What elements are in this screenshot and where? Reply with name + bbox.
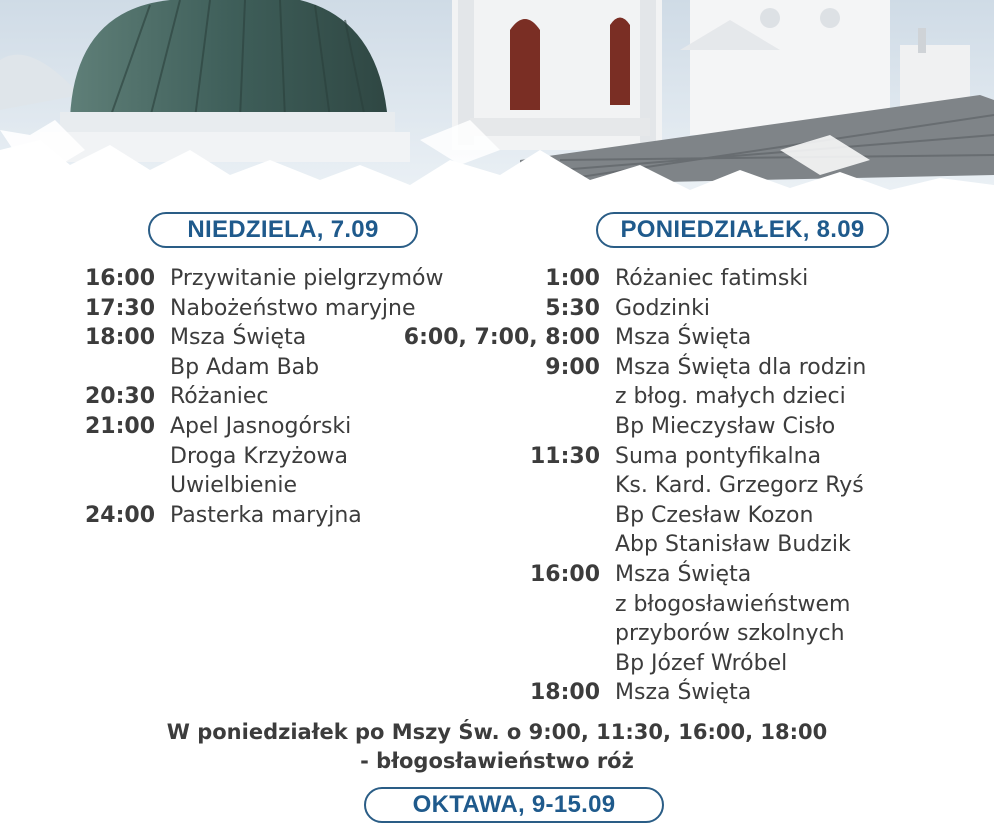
event-details	[170, 294, 416, 324]
event-time: 20:30	[84, 384, 155, 410]
event-line: Ks. Kard. Grzegorz Ryś	[615, 473, 864, 499]
schedule-row	[40, 294, 443, 324]
event-line: Droga Krzyżowa	[170, 443, 348, 469]
event-time: 11:30	[529, 443, 600, 469]
note-line-1: W poniedziałek po Mszy Św. o 9:00, 11:30, 16:00, 18:00	[166, 720, 828, 744]
event-details	[170, 323, 319, 382]
note-line-2: - błogosławieństwo róż	[360, 749, 634, 773]
event-line: Msza Święta	[615, 680, 752, 706]
event-details	[615, 264, 808, 294]
event-line: Godzinki	[615, 295, 710, 321]
event-line: Msza Święta	[170, 325, 307, 351]
event-time: 5:30	[545, 295, 600, 321]
schedule-row	[400, 264, 866, 294]
event-details	[170, 382, 268, 412]
event-time: 18:00	[84, 325, 155, 351]
sunday-schedule	[40, 264, 443, 530]
event-line: Przywitanie pielgrzymów	[170, 266, 444, 291]
event-line: Bp Adam Bab	[170, 354, 320, 380]
schedule-row	[40, 412, 443, 501]
event-line: Msza Święta	[615, 561, 752, 587]
octave-heading: OKTAWA, 9-15.09	[364, 787, 664, 823]
event-line: Abp Stanisław Budzik	[615, 532, 851, 558]
event-time: 16:00	[84, 266, 155, 291]
header-church-photo	[0, 0, 994, 215]
event-time: 6:00, 7:00, 8:00	[403, 325, 600, 351]
event-line: Suma pontyfikalna	[615, 443, 822, 469]
monday-heading: PONIEDZIAŁEK, 8.09	[596, 212, 889, 248]
event-details	[615, 323, 751, 353]
event-line: Różaniec	[170, 384, 269, 410]
schedule-row	[40, 501, 443, 531]
event-line: przyborów szkolnych	[615, 621, 845, 647]
event-line: z błog. małych dzieci	[615, 384, 846, 410]
event-line: Apel Jasnogórski	[170, 413, 352, 439]
event-line: Msza Święta dla rodzin	[615, 354, 867, 380]
event-time: 17:30	[84, 295, 155, 321]
schedule-row	[40, 382, 443, 412]
sunday-heading: NIEDZIELA, 7.09	[148, 212, 418, 248]
event-line: Msza Święta	[615, 325, 752, 351]
event-time: 9:00	[545, 354, 600, 380]
event-time: 24:00	[84, 502, 155, 528]
event-line: Bp Czesław Kozon	[615, 502, 814, 528]
event-line: Różaniec fatimski	[615, 266, 809, 291]
schedule-row	[40, 264, 443, 294]
event-line: Pasterka maryjna	[170, 502, 362, 528]
event-time: 16:00	[529, 561, 600, 587]
event-details	[615, 678, 751, 708]
event-time: 1:00	[545, 266, 600, 291]
schedule-row	[400, 560, 866, 678]
event-details	[615, 560, 850, 678]
event-details	[615, 353, 866, 442]
event-details	[615, 294, 710, 324]
schedule-row	[400, 294, 866, 324]
schedule-row	[400, 323, 866, 353]
event-line: Bp Józef Wróbel	[615, 650, 788, 676]
event-details	[170, 501, 362, 531]
rose-blessing-note	[0, 718, 994, 776]
event-line: z błogosławieństwem	[615, 591, 851, 617]
event-details	[615, 442, 864, 560]
event-time: 21:00	[84, 413, 155, 439]
event-line: Uwielbienie	[170, 473, 298, 499]
event-line: Nabożeństwo maryjne	[170, 295, 416, 321]
schedule-row	[400, 442, 866, 560]
schedule-row	[40, 323, 443, 382]
monday-schedule	[400, 264, 866, 708]
event-time: 18:00	[529, 680, 600, 706]
event-details	[170, 412, 351, 501]
schedule-row	[400, 353, 866, 442]
schedule-row	[400, 678, 866, 708]
event-line: Bp Mieczysław Cisło	[615, 413, 836, 439]
